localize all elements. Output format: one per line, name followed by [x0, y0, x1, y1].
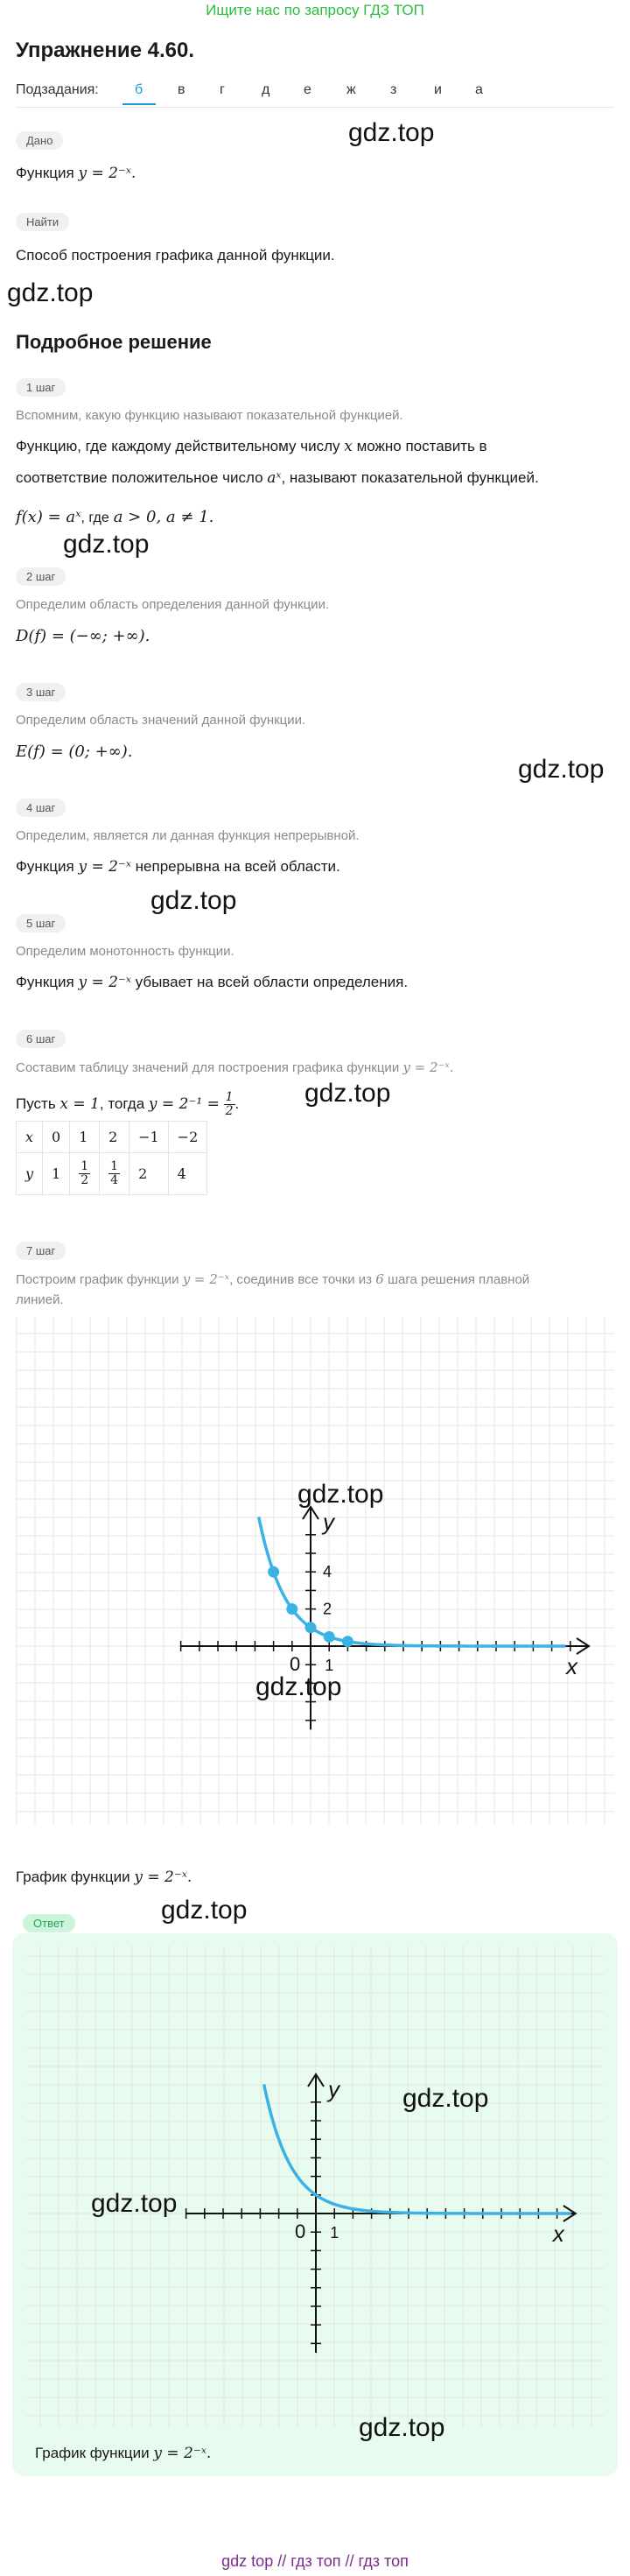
- numerator: 1: [80, 1159, 89, 1173]
- text: , называют показательной функцией.: [281, 469, 539, 486]
- numerator: 1: [225, 1090, 234, 1104]
- math-formula: y = 2⁻ˣ: [78, 974, 131, 991]
- table-cell: 1: [70, 1122, 100, 1153]
- text: непрерывна на всей области.: [135, 858, 340, 875]
- text: , соединив все точки из: [229, 1272, 373, 1287]
- y-tick-label: 4: [323, 1563, 332, 1581]
- text: шага решения плавной: [387, 1272, 530, 1287]
- watermark: gdz.top: [298, 1480, 384, 1509]
- y-axis-label: y: [323, 1509, 334, 1535]
- tabs-divider: [16, 107, 614, 108]
- x-axis-label: x: [566, 1653, 578, 1679]
- step1-line1: [16, 438, 487, 455]
- step-tag: 5 шаг: [16, 914, 66, 933]
- denominator: 2: [225, 1104, 234, 1118]
- x-tick-label: 0: [295, 2221, 306, 2242]
- x-tick-label: 1: [325, 1657, 334, 1674]
- data-point: [342, 1636, 354, 1647]
- step-tag: 3 шаг: [16, 683, 66, 701]
- text: Пусть: [16, 1094, 56, 1112]
- subtask-tab[interactable]: д: [262, 82, 270, 97]
- table-cell: −1: [130, 1122, 169, 1153]
- table-cell: 2: [130, 1153, 169, 1195]
- x-axis-label: x: [552, 2221, 564, 2247]
- step-hint: Определим область определения данной функции.: [16, 597, 330, 612]
- top-banner-link[interactable]: Ищите нас по запросу ГДЗ ТОП: [206, 2, 424, 18]
- watermark: gdz.top: [63, 530, 150, 559]
- data-point: [268, 1566, 279, 1578]
- data-point: [324, 1631, 335, 1643]
- fraction: [224, 1091, 235, 1118]
- watermark: gdz.top: [402, 2084, 489, 2113]
- subtask-tab[interactable]: в: [178, 82, 186, 97]
- step-tag: 2 шаг: [16, 567, 66, 586]
- step1-formula: [16, 508, 214, 526]
- math-formula: f(x) = aˣ: [16, 508, 81, 526]
- step-tag: 1 шаг: [16, 378, 66, 397]
- table-cell: [70, 1153, 100, 1195]
- step-hint-line2: линией.: [16, 1292, 64, 1307]
- text: Функция: [16, 974, 74, 990]
- given-text: [16, 165, 136, 182]
- y-tick-label: 2: [323, 1600, 332, 1618]
- function-graph: [16, 1317, 614, 1825]
- watermark: gdz.top: [256, 1672, 342, 1701]
- math-formula: y = 2⁻ˣ: [78, 858, 131, 876]
- subtasks-bar: [16, 82, 611, 109]
- watermark: gdz.top: [518, 755, 605, 784]
- watermark: gdz.top: [7, 278, 94, 307]
- denominator: 2: [80, 1173, 89, 1187]
- math-formula: y = 2⁻ˣ.: [402, 1059, 454, 1075]
- math-var: x: [344, 438, 353, 455]
- step5-text: [16, 974, 408, 991]
- subtask-tab[interactable]: г: [220, 82, 225, 97]
- step3-formula: E(f) = (0; +∞).: [16, 743, 133, 761]
- fraction: [79, 1160, 90, 1187]
- text: .: [234, 1094, 240, 1112]
- text: Функцию, где каждому действительному числу: [16, 438, 340, 454]
- denominator: 4: [110, 1173, 119, 1187]
- step-hint: [16, 1059, 454, 1075]
- table-cell: −2: [168, 1122, 207, 1153]
- answer-graph: [26, 1946, 604, 2427]
- table-head: x: [17, 1122, 43, 1153]
- y-axis-label: y: [328, 2076, 340, 2102]
- subtask-tab[interactable]: з: [390, 82, 397, 97]
- step1-line2: [16, 469, 539, 487]
- table-head: y: [17, 1153, 43, 1195]
- watermark: gdz.top: [91, 2189, 178, 2218]
- watermark: gdz.top: [304, 1079, 391, 1108]
- watermark: gdz.top: [161, 1896, 248, 1925]
- subtask-tab[interactable]: б: [135, 82, 144, 97]
- step-tag: 6 шаг: [16, 1030, 66, 1048]
- step6-text: [16, 1091, 239, 1118]
- math-var: aˣ: [267, 469, 282, 487]
- page-title: Упражнение 4.60.: [16, 39, 195, 62]
- step4-text: [16, 858, 340, 876]
- watermark: gdz.top: [150, 886, 237, 915]
- step2-formula: D(f) = (−∞; +∞).: [16, 627, 150, 645]
- math-formula: y = 2⁻ˣ.: [134, 1869, 192, 1886]
- step-tag: 4 шаг: [16, 799, 66, 817]
- step-hint: Определим монотонность функции.: [16, 944, 234, 959]
- step-hint: [16, 1271, 529, 1287]
- table-cell: [100, 1153, 130, 1195]
- math-number: 6: [375, 1271, 384, 1287]
- given-prefix: Функция: [16, 165, 74, 181]
- subtask-tab[interactable]: ж: [346, 82, 356, 97]
- step-hint: Определим область значений данной функции.: [16, 713, 306, 728]
- table-row: [17, 1122, 207, 1153]
- text: График функции: [35, 2445, 150, 2461]
- text: , где: [80, 510, 109, 525]
- footer-links[interactable]: gdz top // гдз топ // гдз топ: [221, 2552, 409, 2570]
- x-tick-label: 1: [330, 2224, 340, 2242]
- numerator: 1: [110, 1159, 119, 1173]
- step-hint: Вспомним, какую функцию называют показательной функцией.: [16, 408, 403, 423]
- text: убывает на всей области определения.: [135, 974, 409, 990]
- find-text: Способ построения графика данной функции.: [16, 247, 335, 264]
- table-cell: 1: [43, 1153, 70, 1195]
- math-formula: y = 2⁻¹ =: [148, 1094, 220, 1113]
- text: График функции: [16, 1869, 130, 1885]
- given-tag: Дано: [16, 131, 63, 150]
- solution-heading: Подробное решение: [16, 331, 212, 353]
- text: , тогда: [99, 1094, 145, 1112]
- subtask-tab[interactable]: и: [434, 82, 442, 97]
- step-hint: Определим, является ли данная функция непрерывной.: [16, 828, 360, 843]
- math-formula: y = 2⁻ˣ: [182, 1271, 230, 1287]
- graph-caption: [16, 1869, 192, 1886]
- active-tab-indicator: [122, 103, 156, 105]
- subtask-tab[interactable]: е: [304, 82, 312, 97]
- data-point: [286, 1603, 298, 1615]
- answer-tag: Ответ: [23, 1914, 75, 1932]
- x-tick-label: 0: [290, 1653, 301, 1675]
- subtask-tab[interactable]: а: [475, 82, 483, 97]
- given-formula: y = 2⁻ˣ.: [78, 165, 136, 182]
- table-cell: 2: [100, 1122, 130, 1153]
- answer-caption: [35, 2445, 211, 2462]
- text: Построим график функции: [16, 1272, 179, 1287]
- table-cell: 4: [168, 1153, 207, 1195]
- text: соответствие положительное число: [16, 469, 263, 486]
- math-formula: y = 2⁻ˣ.: [153, 2445, 212, 2462]
- value-table: [16, 1121, 207, 1195]
- table-cell: 0: [43, 1122, 70, 1153]
- text: Функция: [16, 858, 74, 875]
- watermark: gdz.top: [359, 2413, 445, 2442]
- find-tag: Найти: [16, 213, 69, 231]
- subtasks-label: Подзадания:: [16, 82, 99, 97]
- table-row: [17, 1153, 207, 1195]
- text: можно поставить в: [356, 438, 487, 454]
- step-tag: 7 шаг: [16, 1242, 66, 1260]
- data-point: [305, 1622, 317, 1633]
- text: Составим таблицу значений для построения графика функции: [16, 1060, 400, 1075]
- math-formula: x = 1: [60, 1094, 100, 1113]
- math-formula: a > 0, a ≠ 1.: [113, 508, 214, 526]
- fraction: [108, 1160, 120, 1187]
- watermark: gdz.top: [348, 118, 435, 147]
